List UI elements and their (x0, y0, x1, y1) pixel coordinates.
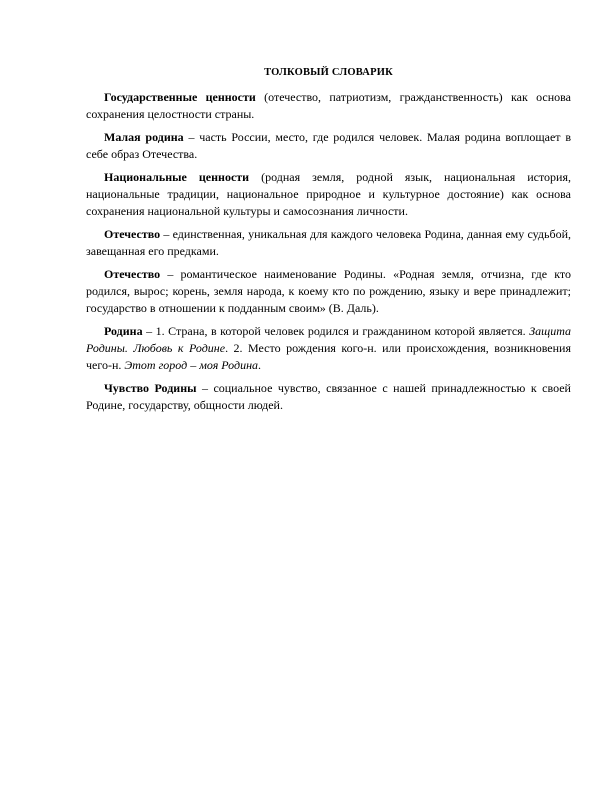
entry-definition: (отечество, патриотизм, гражданственность) как основа сохранения целостности страны. (86, 90, 571, 121)
glossary-entry (86, 380, 571, 414)
entry-term: Отечество (104, 227, 161, 241)
entry-definition: – единственная, уникальная для каждого человека Родина, данная ему судьбой, завещанная его предками. (86, 227, 571, 258)
entry-definition: – романтическое наименование Родины. «Родная земля, отчизна, где кто родился, вырос; корень, земля народа, к коему кто по рождению, языку и вере принадлежит; государство в отношении к подданным своим» (В. Даль). (86, 267, 571, 315)
entry-example: Защита Родины. Любовь к Родине (86, 324, 571, 355)
entry-definition: . 2. Место рождения кого-н. или происхождения, возникновения чего-н. (86, 341, 571, 372)
entry-definition: . (258, 358, 262, 372)
glossary-entry (86, 129, 571, 163)
entry-definition: – социальное чувство, связанное с нашей принадлежностью к своей Родине, государству, общности людей. (86, 381, 571, 412)
entry-term: Малая родина (104, 130, 184, 144)
entry-term: Чувство Родины (104, 381, 197, 395)
glossary-entry (86, 89, 571, 123)
glossary-entry (86, 226, 571, 260)
entry-term: Отечество (104, 267, 161, 281)
entry-definition: (родная земля, родной язык, национальная история, национальные традиции, национальное природное и культурное достояние) как основа сохранения национальной культуры и самосознания личности. (86, 170, 571, 218)
entry-term: Государственные ценности (104, 90, 256, 104)
glossary-entry (86, 169, 571, 220)
entry-term: Национальные ценности (104, 170, 250, 184)
entry-definition: – 1. Страна, в которой человек родился и гражданином которой является. (142, 324, 530, 338)
entry-term: Родина (104, 324, 143, 338)
entry-example: Этот город – моя Родина (124, 358, 259, 372)
document-title: ТОЛКОВЫЙ СЛОВАРИК (264, 67, 393, 78)
glossary-entry (86, 323, 571, 374)
entry-definition: – часть России, место, где родился человек. Малая родина воплощает в себе образ Отечества. (86, 130, 571, 161)
glossary-entry (86, 266, 571, 317)
document-page (86, 66, 571, 420)
